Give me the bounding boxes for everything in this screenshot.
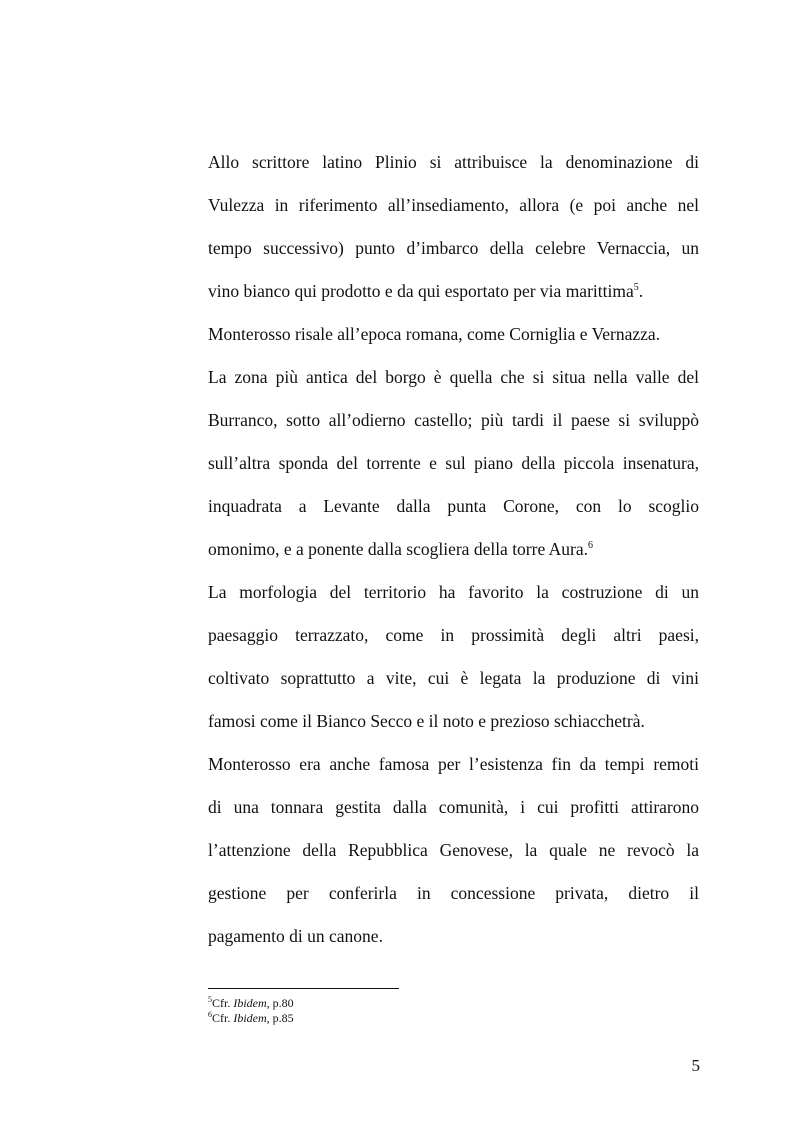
body-line: Vulezza in riferimento all’insediamento, allora (e poi anche nel xyxy=(208,195,699,215)
footnote-6: $^6$Cfr. Ibidem, p.85 xyxy=(208,1010,294,1025)
footnote-5: $^5$Cfr. Ibidem, p.80 xyxy=(208,995,294,1010)
body-line: Monterosso risale all’epoca romana, come Corniglia e Vernazza. xyxy=(208,324,661,344)
body-line: Monterosso era anche famosa per l’esistenza fin da tempi remoti xyxy=(208,754,699,774)
body-line: sull’altra sponda del torrente e sul piano della piccola insenatura, xyxy=(208,453,699,473)
body-line: famosi come il Bianco Secco e il noto e prezioso schiacchetrà. xyxy=(208,711,645,731)
body-line: pagamento di un canone. xyxy=(208,926,383,946)
body-line: gestione per conferirla in concessione privata, dietro il xyxy=(208,883,699,903)
body-line: coltivato soprattutto a vite, cui è legata la produzione di vini xyxy=(208,668,699,688)
footnote-reference-5[interactable]: 5 xyxy=(633,282,639,293)
page-number: 5 xyxy=(691,1056,700,1075)
body-line: paesaggio terrazzato, come in prossimità degli altri paesi, xyxy=(208,625,699,645)
body-line: inquadrata a Levante dalla punta Corone, con lo scoglio xyxy=(208,496,699,516)
body-line: tempo successivo) punto d’imbarco della celebre Vernaccia, un xyxy=(208,238,699,258)
body-line: Burranco, sotto all’odierno castello; più tardi il paese si sviluppò xyxy=(208,410,699,430)
body-line: di una tonnara gestita dalla comunità, i cui profitti attirarono xyxy=(208,797,699,817)
body-line: Allo scrittore latino Plinio si attribuisce la denominazione di xyxy=(208,152,699,172)
body-line: vino bianco qui prodotto e da qui esportato per via marittima$^5$. xyxy=(208,281,644,301)
body-line: La zona più antica del borgo è quella che si situa nella valle del xyxy=(208,367,699,387)
footnote-divider xyxy=(208,988,399,989)
body-line: omonimo, e a ponente dalla scogliera della torre Aura.$^6$ xyxy=(208,539,594,559)
body-line: La morfologia del territorio ha favorito la costruzione di un xyxy=(208,582,699,602)
body-line: l’attenzione della Repubblica Genovese, la quale ne revocò la xyxy=(208,840,699,860)
footnote-reference-6[interactable]: 6 xyxy=(588,540,594,551)
